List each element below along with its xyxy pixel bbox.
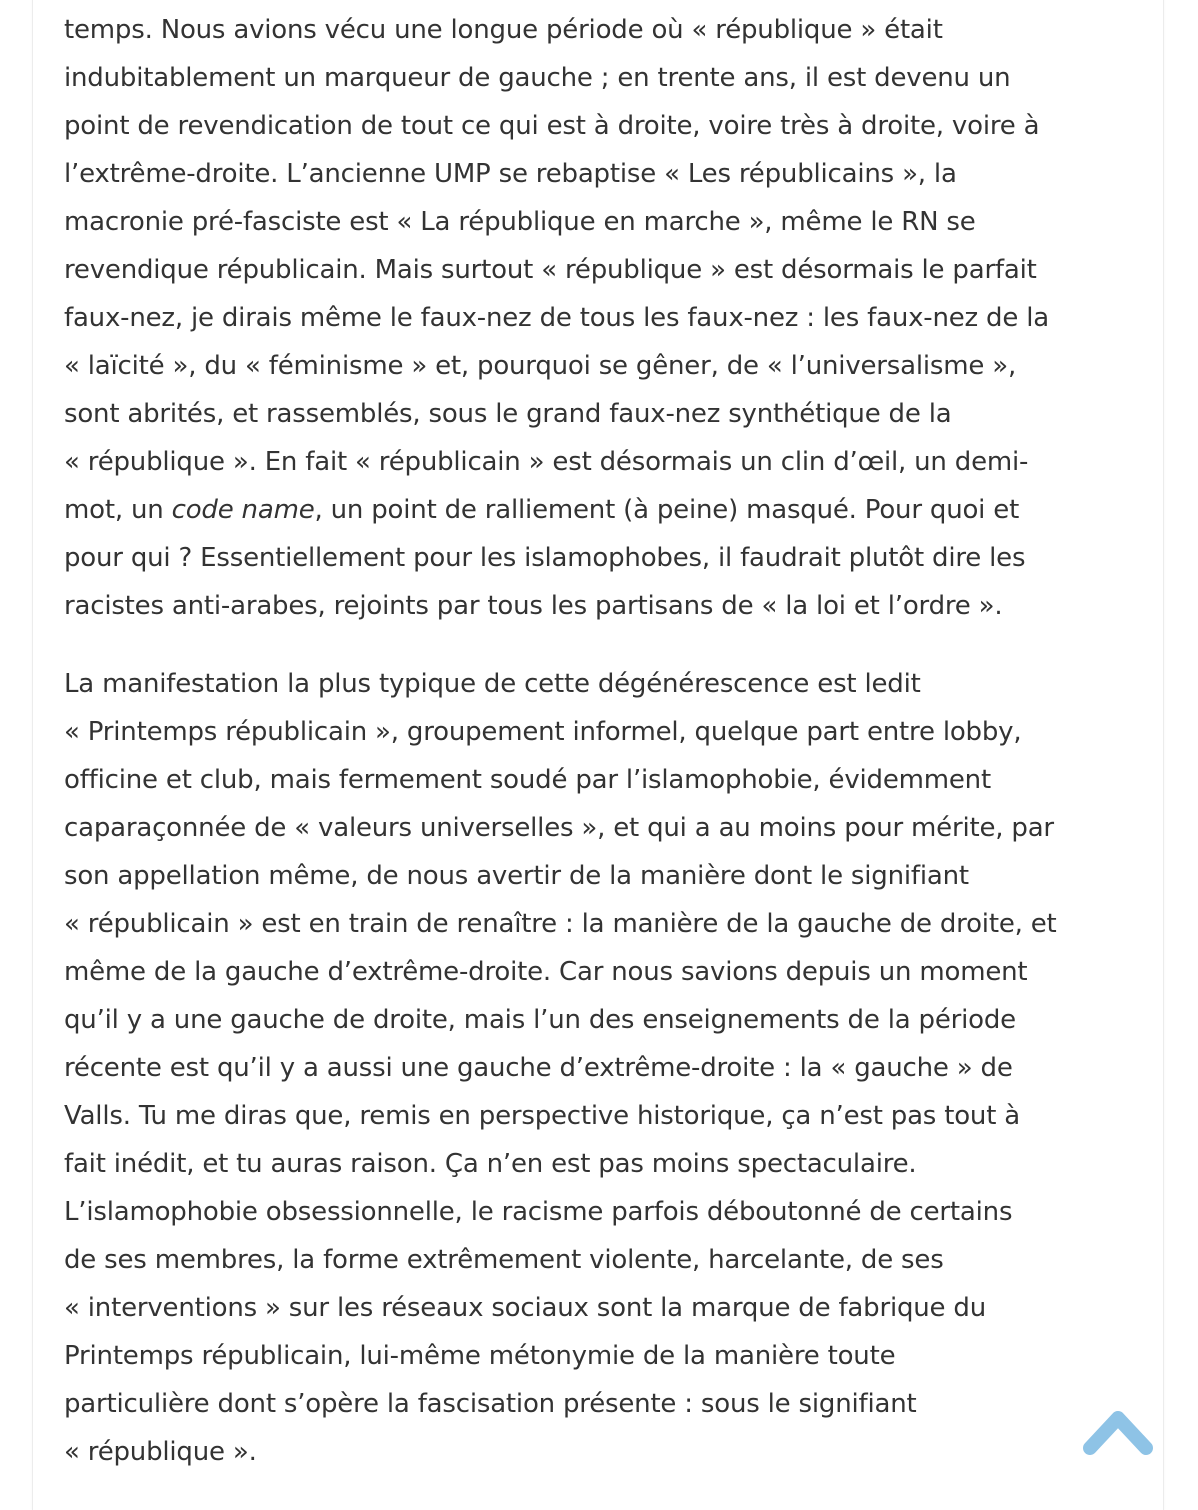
paragraph-1 [64,6,1132,630]
text-line: « interventions » sur les réseaux sociaux sont la marque de fabrique du [64,1293,987,1323]
emphasis-code-name: code name [171,495,315,525]
text-line: l’extrême-droite. L’ancienne UMP se rebaptise « Les républicains », la [64,159,957,189]
text-line: « laïcité », du « féminisme » et, pourquoi se gêner, de « l’universalisme », [64,351,1017,381]
text-line: La manifestation la plus typique de cette dégénérescence est ledit [64,669,921,699]
text-line: temps. Nous avions vécu une longue période où « république » était [64,15,943,45]
paragraph-2 [64,660,1132,1476]
text-line: « république ». En fait « républicain » est désormais un clin d’œil, un demi- [64,447,1029,477]
scroll-to-top-button[interactable] [1080,1402,1156,1460]
text-line: « Printemps républicain », groupement informel, quelque part entre lobby, [64,717,1022,747]
text-line: récente est qu’il y a aussi une gauche d’extrême-droite : la « gauche » de [64,1053,1013,1083]
text-line: indubitablement un marqueur de gauche ; en trente ans, il est devenu un [64,63,1011,93]
text-line: sont abrités, et rassemblés, sous le grand faux-nez synthétique de la [64,399,952,429]
text-line: « république ». [64,1437,257,1467]
text-line: son appellation même, de nous avertir de la manière dont le signifiant [64,861,969,891]
text-line: « républicain » est en train de renaître : la manière de la gauche de droite, et [64,909,1057,939]
text-line: point de revendication de tout ce qui est à droite, voire très à droite, voire à [64,111,1040,141]
text-line [64,486,1132,534]
text-line: Valls. Tu me diras que, remis en perspective historique, ça n’est pas tout à [64,1101,1020,1131]
text-line: Printemps républicain, lui-même métonymie de la manière toute [64,1341,896,1371]
text-line: racistes anti-arabes, rejoints par tous les partisans de « la loi et l’ordre ». [64,591,1003,621]
article-body [64,6,1132,1476]
paragraph-spacer [64,630,1132,660]
text-line: particulière dont s’opère la fascisation présente : sous le signifiant [64,1389,917,1419]
text-line: fait inédit, et tu auras raison. Ça n’en est pas moins spectaculaire. [64,1149,917,1179]
text-line: pour qui ? Essentiellement pour les islamophobes, il faudrait plutôt dire les [64,543,1026,573]
text-line: même de la gauche d’extrême-droite. Car nous savions depuis un moment [64,957,1028,987]
text-line: caparaçonnée de « valeurs universelles », et qui a au moins pour mérite, par [64,813,1054,843]
text-segment: , un point de ralliement (à peine) masqué. Pour quoi et [314,495,1020,525]
text-line: officine et club, mais fermement soudé par l’islamophobie, évidemment [64,765,991,795]
text-line: faux-nez, je dirais même le faux-nez de tous les faux-nez : les faux-nez de la [64,303,1049,333]
chevron-up-icon [1080,1402,1156,1460]
text-line: revendique républicain. Mais surtout « république » est désormais le parfait [64,255,1037,285]
text-segment: mot, un [64,495,172,525]
text-line: L’islamophobie obsessionnelle, le racisme parfois déboutonné de certains [64,1197,1013,1227]
text-line: qu’il y a une gauche de droite, mais l’un des enseignements de la période [64,1005,1016,1035]
text-line: macronie pré-fasciste est « La république en marche », même le RN se [64,207,976,237]
text-line: de ses membres, la forme extrêmement violente, harcelante, de ses [64,1245,944,1275]
